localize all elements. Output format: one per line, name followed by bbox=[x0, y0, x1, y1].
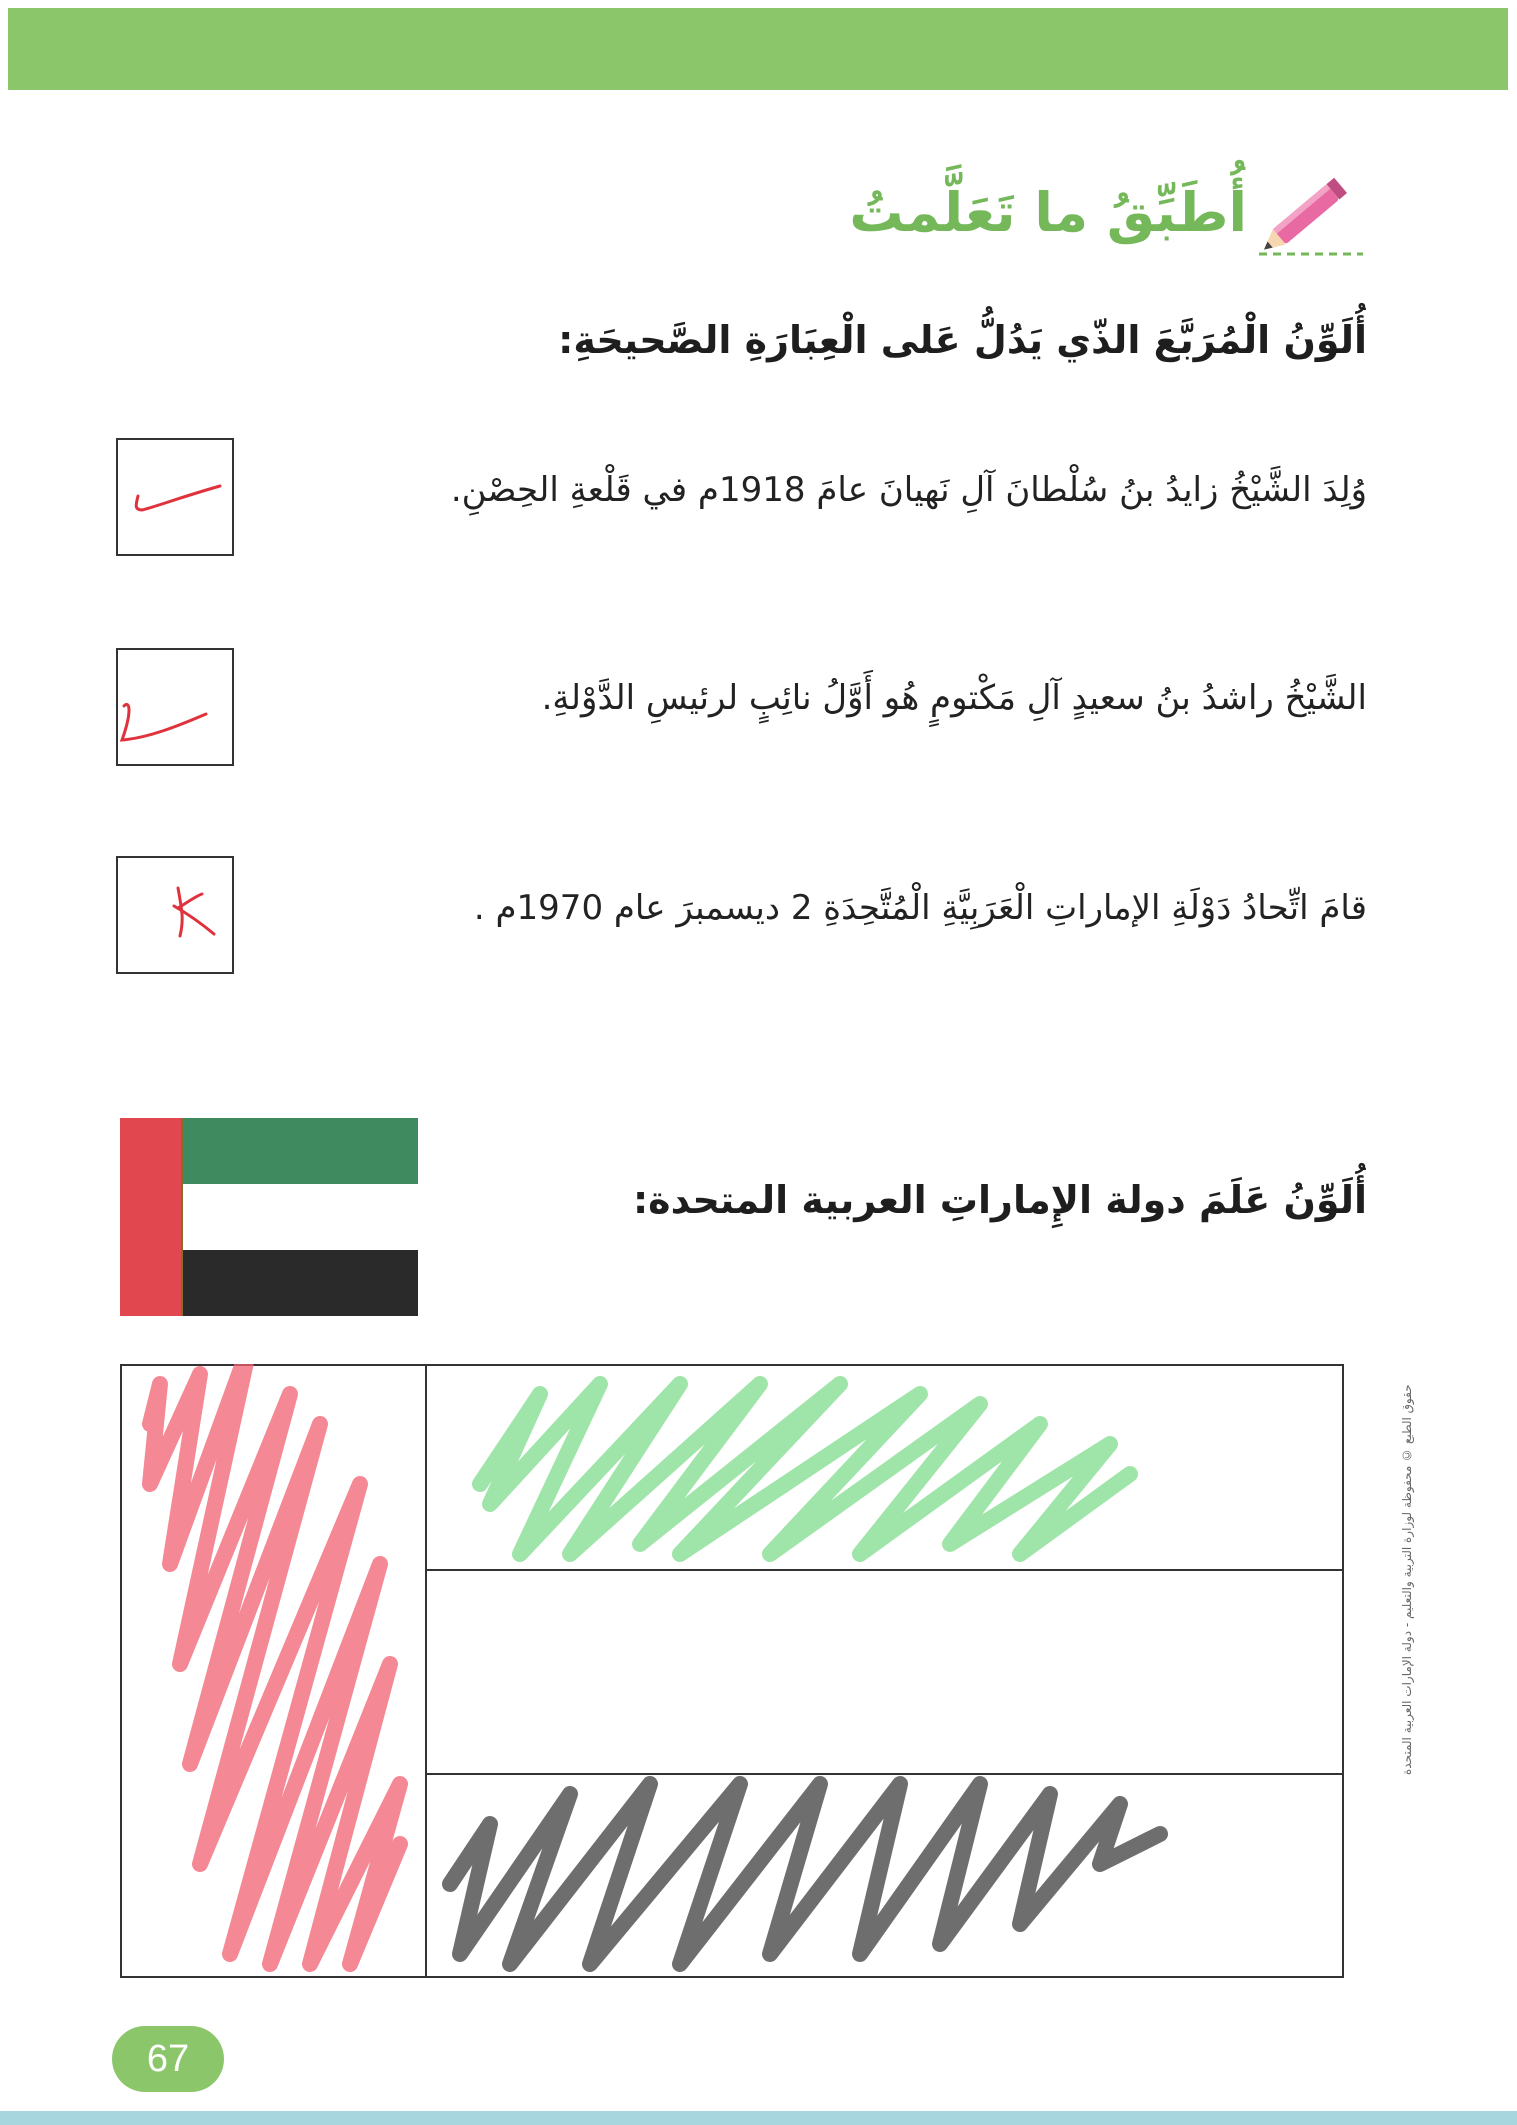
statement-2: الشَّيْخُ راشدُ بنُ سعيدٍ آلِ مَكْتومٍ هُو أَوَّلُ نائِبٍ لرئيسِ الدَّوْلةِ. bbox=[541, 678, 1367, 718]
page-number-badge bbox=[112, 2026, 224, 2092]
section-title-text: أُطَبِّقُ ما تَعَلَّمتُ bbox=[849, 180, 1247, 244]
instruction-choose-correct: أُلَوِّنُ الْمُرَبَّعَ الذّي يَدُلُّ عَلى الْعِبَارَةِ الصَّحيحَةِ: bbox=[558, 318, 1367, 362]
flag-black-stripe bbox=[182, 1250, 418, 1316]
copyright-notice: حقوق الطبع © محفوظة لوزارة التربية والتعليم - دولة الإمارات العربية المتحدة bbox=[1400, 1384, 1414, 1776]
check-mark bbox=[118, 440, 236, 558]
uae-flag-reference bbox=[120, 1118, 418, 1316]
page-number: 67 bbox=[146, 2037, 190, 2080]
answer-box-3[interactable] bbox=[116, 856, 234, 974]
statement-1: وُلِدَ الشَّيْخُ زايدُ بنُ سُلْطانَ آلِ نَهيانَ عامَ 1918م في قَلْعةِ الحِصْنِ. bbox=[450, 470, 1367, 510]
instruction-color-flag: أُلَوِّنُ عَلَمَ دولة الإِماراتِ العربية المتحدة: bbox=[632, 1178, 1367, 1222]
answer-box-1[interactable] bbox=[116, 438, 234, 556]
flag-white-stripe bbox=[182, 1184, 418, 1250]
cross-mark bbox=[118, 858, 236, 976]
check-mark bbox=[118, 650, 236, 768]
statement-3: قامَ اتِّحادُ دَوْلَةِ الإماراتِ الْعَرَبِيَّةِ الْمُتَّحِدَةِ 2 ديسمبرَ عام 1970م . bbox=[473, 888, 1367, 928]
flag-coloring-frame[interactable] bbox=[120, 1364, 1344, 1978]
top-color-band bbox=[8, 8, 1508, 90]
section-title bbox=[849, 162, 1367, 262]
flag-green-stripe bbox=[182, 1118, 418, 1184]
answer-box-2[interactable] bbox=[116, 648, 234, 766]
bottom-color-line bbox=[0, 2111, 1517, 2125]
flag-red-stripe bbox=[120, 1118, 182, 1316]
pencil-icon bbox=[1257, 162, 1367, 262]
